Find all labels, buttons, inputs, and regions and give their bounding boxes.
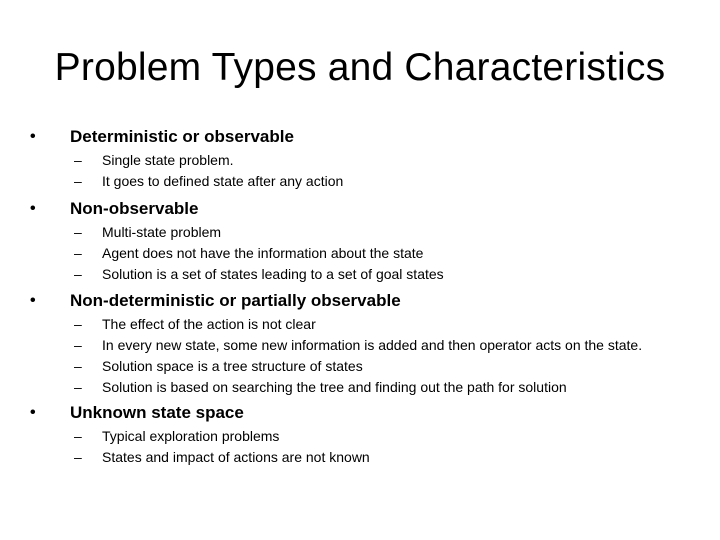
bullet-heading: Unknown state space — [70, 403, 244, 422]
sub-item-text: The effect of the action is not clear — [102, 316, 316, 332]
sub-marker: – — [74, 337, 82, 353]
sub-marker: – — [74, 152, 82, 168]
sub-item-text: Typical exploration problems — [102, 428, 280, 444]
bullet-non-observable — [30, 196, 695, 283]
sub-item — [30, 224, 695, 241]
bullet-heading: Non-observable — [70, 199, 199, 218]
bullet-marker: • — [30, 128, 36, 145]
sub-item-text: Solution space is a tree structure of states — [102, 358, 363, 374]
sub-list — [30, 152, 695, 190]
sub-list — [30, 428, 695, 466]
sub-item — [30, 152, 695, 169]
sub-item-text: States and impact of actions are not known — [102, 449, 370, 465]
sub-item — [30, 379, 695, 396]
sub-marker: – — [74, 173, 82, 189]
sub-item — [30, 358, 695, 375]
sub-marker: – — [74, 245, 82, 261]
bullet-heading: Deterministic or observable — [70, 127, 294, 146]
sub-marker: – — [74, 224, 82, 240]
bullet-heading: Non-deterministic or partially observable — [70, 291, 401, 310]
sub-marker: – — [74, 266, 82, 282]
bullet-unknown-state-space — [30, 400, 695, 466]
bullet-non-deterministic — [30, 288, 695, 396]
sub-item — [30, 449, 695, 466]
sub-list — [30, 316, 695, 396]
bullet-marker: • — [30, 292, 36, 309]
sub-item-text: Solution is a set of states leading to a set of goal states — [102, 266, 444, 282]
bullet-deterministic — [30, 124, 695, 190]
sub-marker: – — [74, 316, 82, 332]
sub-item-text: Multi-state problem — [102, 224, 222, 240]
sub-item — [30, 337, 695, 354]
sub-item-text: Single state problem. — [102, 152, 234, 168]
sub-item — [30, 173, 695, 190]
sub-marker: – — [74, 358, 82, 374]
bullet-marker: • — [30, 200, 36, 217]
sub-item-text: It goes to defined state after any action — [102, 173, 344, 189]
slide-title: Problem Types and Characteristics — [54, 46, 666, 89]
bullet-list — [30, 124, 695, 470]
sub-item — [30, 266, 695, 283]
sub-marker: – — [74, 428, 82, 444]
sub-list — [30, 224, 695, 283]
bullet-marker: • — [30, 404, 36, 421]
sub-marker: – — [74, 449, 82, 465]
sub-item — [30, 245, 695, 262]
sub-item-text: In every new state, some new information is added and then operator acts on the state. — [102, 337, 643, 353]
sub-item — [30, 428, 695, 445]
sub-item-text: Solution is based on searching the tree and finding out the path for solution — [102, 379, 567, 395]
sub-item — [30, 316, 695, 333]
sub-item-text: Agent does not have the information about the state — [102, 245, 424, 261]
sub-marker: – — [74, 379, 82, 395]
